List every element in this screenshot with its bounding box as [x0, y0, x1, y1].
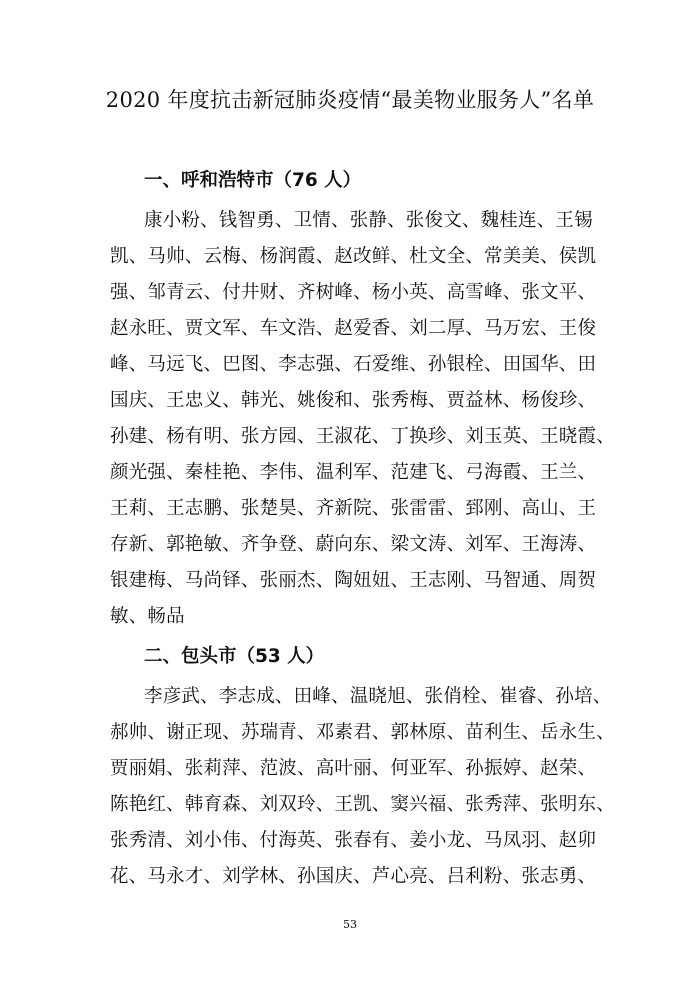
list-line: 陈艳红、韩育森、刘双玲、王凯、窦兴福、张秀萍、张明东、	[110, 794, 615, 815]
list-line: 赵永旺、贾文军、车文浩、赵爱香、刘二厚、马万宏、王俊	[110, 318, 597, 339]
list-line: 强、邹青云、付井财、齐树峰、杨小英、高雪峰、张文平、	[110, 282, 597, 303]
page-title: 2020 年度抗击新冠肺炎疫情“最美物业服务人”名单	[105, 88, 595, 112]
list-line: 凯、马帅、云梅、杨润霞、赵改鲜、杜文全、常美美、侯凯	[110, 246, 597, 267]
section-heading-baotou: 二、包头市（53 人）	[144, 646, 325, 667]
list-line: 张秀清、刘小伟、付海英、张春有、姜小龙、马凤羽、赵卯	[110, 830, 597, 851]
list-line: 花、马永才、刘学林、孙国庆、芦心亮、吕利粉、张志勇、	[110, 866, 597, 887]
list-line: 存新、郭艳敏、齐争登、蔚向东、梁文涛、刘军、王海涛、	[110, 534, 597, 555]
list-line: 康小粉、钱智勇、卫情、张静、张俊文、魏桂连、王锡	[144, 210, 593, 231]
list-line: 孙建、杨有明、张方园、王淑花、丁换珍、刘玉英、王晓霞、	[110, 426, 615, 447]
list-line: 颜光强、秦桂艳、李伟、温利军、范建飞、弓海霞、王兰、	[110, 462, 597, 483]
page-number: 53	[343, 918, 357, 931]
list-line: 国庆、王忠义、韩光、姚俊和、张秀梅、贾益林、杨俊珍、	[110, 390, 597, 411]
list-line: 贾丽娟、张莉萍、范波、高叶丽、何亚军、孙振婷、赵荣、	[110, 758, 597, 779]
list-line: 峰、马远飞、巴图、李志强、石爱维、孙银栓、田国华、田	[110, 354, 597, 375]
list-line: 李彦武、李志成、田峰、温晓旭、张俏栓、崔睿、孙培、	[144, 686, 612, 707]
list-line: 银建梅、马尚铎、张丽杰、陶妞妞、王志刚、马智通、周贺	[110, 570, 597, 591]
list-line: 王莉、王志鹏、张楚昊、齐新院、张雷雷、郅刚、高山、王	[110, 498, 597, 519]
list-line: 敏、畅品	[110, 606, 185, 627]
section-heading-hohhot: 一、呼和浩特市（76 人）	[144, 170, 362, 191]
list-line: 郝帅、谢正现、苏瑞青、邓素君、郭林原、苗利生、岳永生、	[110, 722, 615, 743]
